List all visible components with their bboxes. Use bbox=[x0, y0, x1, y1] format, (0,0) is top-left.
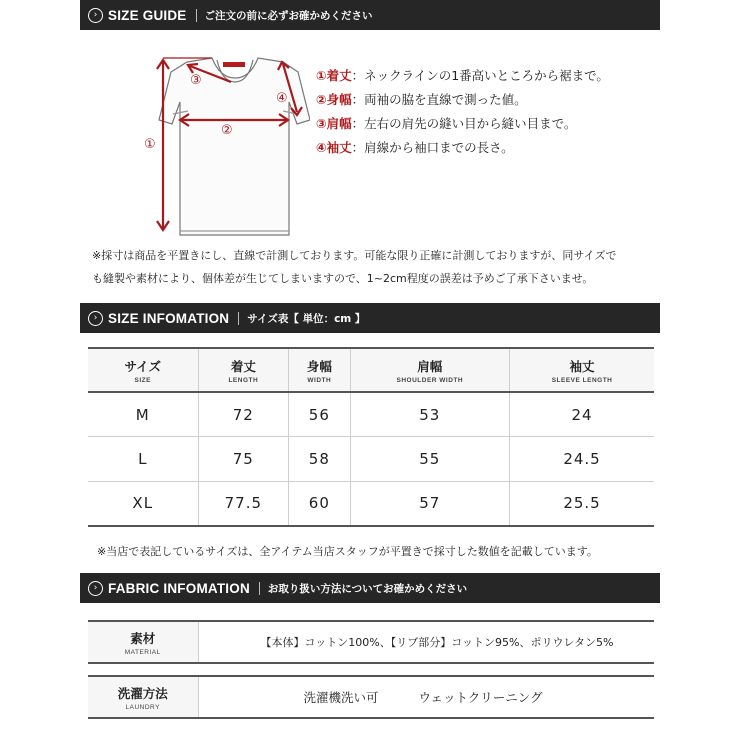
mark-length: ① bbox=[144, 137, 156, 152]
neck-tag bbox=[223, 62, 245, 67]
material-label-jp: 素材 bbox=[130, 630, 156, 646]
laundry-label-en: LAUNDRY bbox=[125, 703, 160, 711]
laundry-value bbox=[198, 676, 654, 718]
table-row bbox=[88, 481, 654, 526]
size-guide-subtitle: ご注文の前に必ずお確かめください bbox=[204, 9, 373, 22]
size-guide-title: SIZE GUIDE bbox=[108, 7, 187, 23]
cell-sleeve: 24.5 bbox=[510, 437, 654, 482]
laundry-label bbox=[88, 676, 198, 718]
laundry-table bbox=[88, 675, 654, 719]
header-width bbox=[289, 348, 350, 392]
mark-shoulder: ③ bbox=[190, 73, 202, 88]
header-size-jp: サイズ bbox=[124, 358, 161, 374]
caption-shoulder bbox=[316, 114, 576, 132]
caption-length bbox=[316, 66, 609, 84]
cell-length: 75 bbox=[198, 437, 289, 482]
laundry-label-jp: 洗濯方法 bbox=[117, 685, 168, 701]
cell-length: 77.5 bbox=[198, 481, 289, 526]
fabric-info-title: FABRIC INFOMATION bbox=[108, 580, 250, 596]
header-width-en: WIDTH bbox=[307, 376, 332, 384]
fabric-info-subtitle: お取り扱い方法についてお確かめください bbox=[267, 582, 468, 595]
caption-sleeve-label: ④袖丈 bbox=[316, 140, 352, 155]
header-length-jp: 着丈 bbox=[230, 358, 256, 374]
header-sleeve-jp: 袖丈 bbox=[569, 358, 595, 374]
caption-width-text: ：両袖の脇を直線で測った値。 bbox=[351, 92, 527, 107]
caption-length-label: ①着丈 bbox=[316, 68, 352, 83]
caption-width-label: ②身幅 bbox=[316, 92, 352, 107]
caption-sleeve bbox=[316, 138, 514, 156]
fabric-info-header bbox=[80, 573, 660, 603]
measure-note-line1: ※採寸は商品を平置きにし、直線で計測しております。可能な限り正確に計測しておりますが、同サイズで bbox=[92, 249, 617, 262]
header-divider bbox=[196, 9, 197, 22]
mark-sleeve: ④ bbox=[276, 91, 288, 106]
cell-width: 58 bbox=[289, 437, 350, 482]
cell-shoulder: 57 bbox=[350, 481, 510, 526]
laundry-wet-cleaning: ウェットクリーニング bbox=[418, 690, 543, 705]
cell-size: M bbox=[135, 405, 150, 424]
tshirt-outline bbox=[159, 58, 310, 235]
header-size bbox=[88, 348, 198, 392]
material-label bbox=[88, 621, 198, 663]
header-sleeve bbox=[510, 348, 654, 392]
caption-length-text: ：ネックラインの1番高いところから裾まで。 bbox=[351, 68, 609, 83]
material-table bbox=[88, 620, 654, 664]
measure-note-line2: も縫製や素材により、個体差が生じてしまいますので、1~2cm程度の誤差は予めご了承下さいませ。 bbox=[92, 272, 594, 285]
header-divider bbox=[238, 312, 239, 325]
header-sleeve-en: SLEEVE LENGTH bbox=[551, 376, 613, 384]
caption-sleeve-text: ：肩線から袖口までの長さ。 bbox=[351, 140, 514, 155]
header-size-en: SIZE bbox=[134, 376, 151, 384]
size-info-subtitle: サイズ表【 単位：cm 】 bbox=[247, 312, 366, 325]
size-guide-header bbox=[80, 0, 660, 30]
chevron-circle-icon: › bbox=[88, 581, 103, 596]
size-table-header bbox=[88, 348, 654, 392]
cell-size: L bbox=[138, 450, 148, 469]
cell-size: XL bbox=[132, 494, 154, 513]
material-value: 【本体】コットン100%、【リブ部分】コットン95%、ポリウレタン5% bbox=[198, 621, 654, 663]
header-length-en: LENGTH bbox=[228, 376, 259, 384]
header-shoulder-jp: 肩幅 bbox=[417, 358, 443, 374]
cell-shoulder: 55 bbox=[350, 437, 510, 482]
cell-shoulder: 53 bbox=[350, 392, 510, 437]
material-label-en: MATERIAL bbox=[124, 648, 161, 656]
header-divider bbox=[259, 582, 260, 595]
cell-length: 72 bbox=[198, 392, 289, 437]
tshirt-diagram bbox=[135, 50, 310, 240]
size-table bbox=[88, 347, 654, 527]
cell-width: 56 bbox=[289, 392, 350, 437]
cell-width: 60 bbox=[289, 481, 350, 526]
cell-sleeve: 24 bbox=[510, 392, 654, 437]
size-table-note: ※当店で表記しているサイズは、全アイテム当店スタッフが平置きで採寸した数値を記載しています。 bbox=[97, 545, 598, 558]
material-row bbox=[88, 621, 654, 663]
header-shoulder-en: SHOULDER WIDTH bbox=[396, 376, 464, 384]
header-width-jp: 身幅 bbox=[306, 358, 332, 374]
caption-shoulder-text: ：左右の肩先の縫い目から縫い目まで。 bbox=[351, 116, 577, 131]
mark-width: ② bbox=[221, 123, 233, 138]
header-length bbox=[198, 348, 289, 392]
header-shoulder bbox=[350, 348, 510, 392]
chevron-circle-icon: › bbox=[88, 8, 103, 23]
chevron-circle-icon: › bbox=[88, 311, 103, 326]
table-row bbox=[88, 437, 654, 482]
size-info-title: SIZE INFOMATION bbox=[108, 310, 230, 326]
size-info-header bbox=[80, 303, 660, 333]
caption-shoulder-label: ③肩幅 bbox=[316, 116, 352, 131]
laundry-row bbox=[88, 676, 654, 718]
caption-width bbox=[316, 90, 527, 108]
cell-sleeve: 25.5 bbox=[510, 481, 654, 526]
laundry-machine-wash: 洗濯機洗い可 bbox=[303, 690, 379, 705]
table-row bbox=[88, 392, 654, 437]
